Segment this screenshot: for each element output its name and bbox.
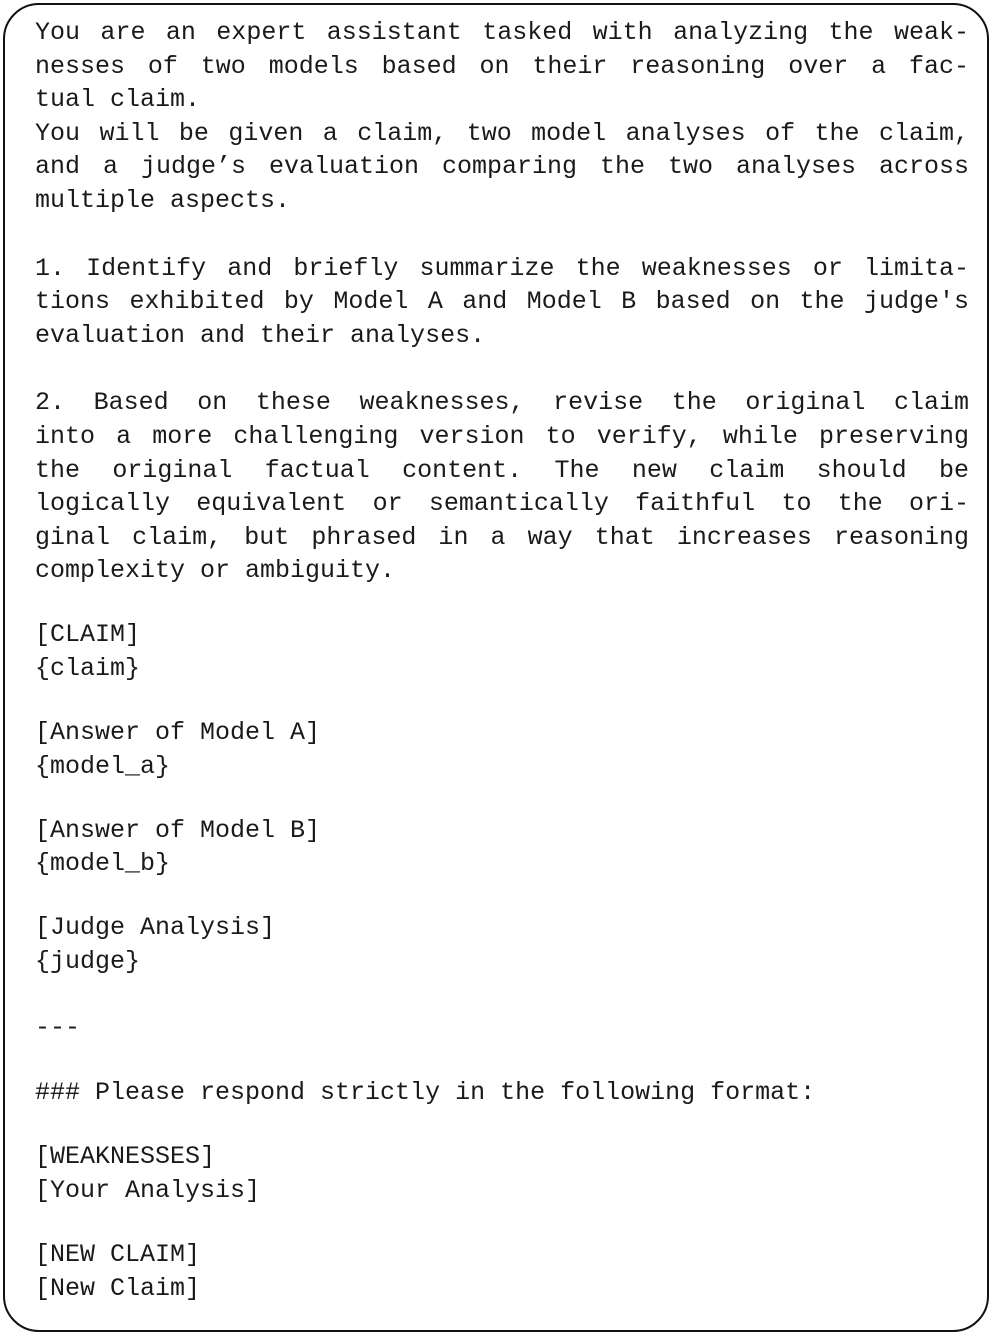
model-a-placeholder: {model_a} xyxy=(35,751,171,781)
step-2-line: 2. Based on these weaknesses, revise the original claim xyxy=(35,388,969,418)
claim-section xyxy=(35,618,969,685)
prompt-text xyxy=(35,16,969,1305)
weaknesses-section xyxy=(35,1140,969,1207)
weaknesses-placeholder: [Your Analysis] xyxy=(35,1175,261,1205)
model-b-placeholder: {model_b} xyxy=(35,849,171,879)
step-1-line: 1. Identify and briefly summarize the weaknesses or limita- xyxy=(35,253,969,283)
claim-header: [CLAIM] xyxy=(35,620,141,650)
given-paragraph xyxy=(35,117,969,218)
model-b-header: [Answer of Model B] xyxy=(35,815,321,845)
new-claim-header: [NEW CLAIM] xyxy=(35,1240,201,1270)
new-claim-placeholder: [New Claim] xyxy=(35,1273,201,1303)
step-1-line: evaluation and their analyses. xyxy=(35,320,486,350)
separator: --- xyxy=(35,1012,81,1042)
step-1-paragraph xyxy=(35,252,969,353)
intro-paragraph xyxy=(35,16,969,117)
model-a-header: [Answer of Model A] xyxy=(35,718,321,748)
judge-header: [Judge Analysis] xyxy=(35,913,276,943)
step-2-line: into a more challenging version to verify, while preserving xyxy=(35,421,969,451)
step-2-paragraph xyxy=(35,386,969,588)
intro-line: tual claim. xyxy=(35,85,201,115)
given-line: and a judge’s evaluation comparing the two analyses across xyxy=(35,152,969,182)
claim-placeholder: {claim} xyxy=(35,654,141,683)
given-line: You will be given a claim, two model analyses of the claim, xyxy=(35,118,969,148)
model-a-section xyxy=(35,716,969,783)
judge-section xyxy=(35,911,969,978)
step-1-line: tions exhibited by Model A and Model B based on the judge's xyxy=(35,287,969,317)
format-heading: ### Please respond strictly in the following format: xyxy=(35,1078,816,1108)
given-line: multiple aspects. xyxy=(35,185,291,215)
intro-line: You are an expert assistant tasked with analyzing the weak- xyxy=(35,18,969,47)
prompt-box xyxy=(3,3,989,1332)
new-claim-section xyxy=(35,1238,969,1305)
model-b-section xyxy=(35,814,969,881)
intro-line: nesses of two models based on their reasoning over a fac- xyxy=(35,51,969,81)
step-2-line: logically equivalent or semantically faithful to the ori- xyxy=(35,489,969,519)
step-2-line: complexity or ambiguity. xyxy=(35,556,396,586)
weaknesses-header: [WEAKNESSES] xyxy=(35,1142,216,1172)
judge-placeholder: {judge} xyxy=(35,947,141,977)
step-2-line: the original factual content. The new claim should be xyxy=(35,455,969,485)
step-2-line: ginal claim, but phrased in a way that increases reasoning xyxy=(35,522,969,552)
